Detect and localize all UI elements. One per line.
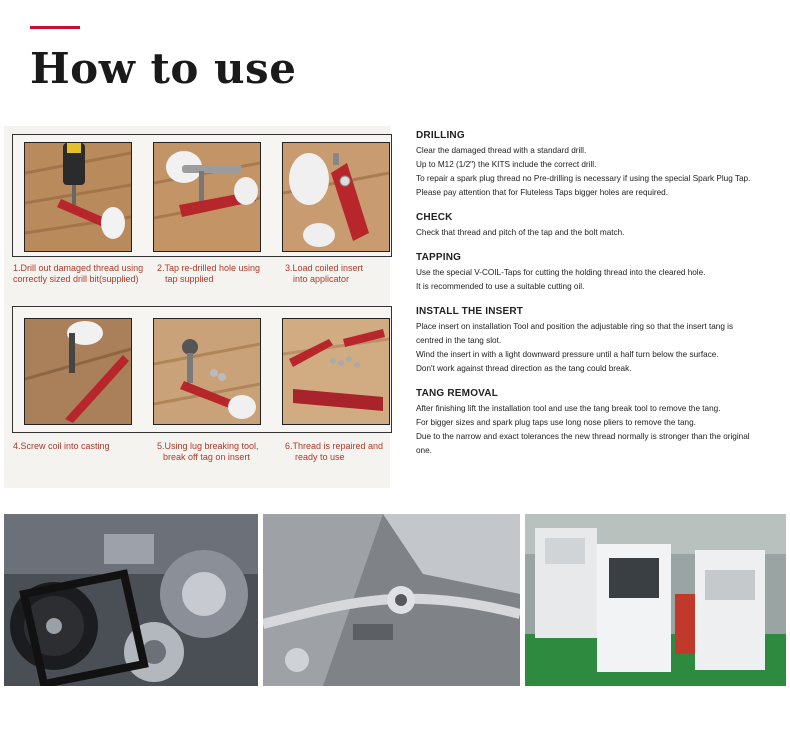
step-3-photo [282, 142, 390, 252]
section-heading: INSTALL THE INSERT [416, 306, 524, 317]
section-tapping: TAPPING Use the special V-COIL-Taps for cutting the holding thread into the cleared hole. It is recommended to use a suitable cutting oil. [416, 252, 786, 294]
section-tang-removal: TANG REMOVAL After finishing lift the installation tool and use the tang break tool to remove the tang. For bigger sizes and spark plug taps use long nose pliers to remove the tang. Due to the narrow and exact tolerances the new thread normally is stronger than the original one. [416, 388, 786, 458]
engine-closeup-photo [263, 514, 520, 686]
step-1-caption: 1.Drill out damaged thread using correctly sized drill bit(supplied) [13, 263, 144, 284]
step-3-caption: 3.Load coiled insert into applicator [285, 263, 364, 284]
engine-photo [4, 514, 258, 686]
section-heading: TANG REMOVAL [416, 388, 499, 399]
header-accent-bar [30, 26, 80, 29]
section-check: CHECK Check that thread and pitch of the tap and the bolt match. [416, 212, 786, 240]
step-4-photo [24, 318, 132, 425]
factory-machines-photo [525, 514, 786, 686]
step-4-caption: 4.Screw coil into casting [13, 441, 110, 451]
step-2-caption: 2.Tap re-drilled hole using tap supplied [157, 263, 261, 284]
section-heading: DRILLING [416, 130, 465, 141]
section-heading: TAPPING [416, 252, 462, 263]
section-drilling: DRILLING Clear the damaged thread with a standard drill. Up to M12 (1/2") the KITS include the correct drill. To repair a spark plug thread no Pre-drilling is necessary if using the special Spark Plug Tap. Please pay attention that for Fluteless Taps bigger holes are required. [416, 130, 786, 200]
step-6-caption: 6.Thread is repaired and ready to use [285, 441, 384, 462]
step-2-photo [153, 142, 261, 252]
step-6-photo [282, 318, 390, 425]
section-install-insert: INSTALL THE INSERT Place insert on installation Tool and position the adjustable ring so that the insert tang is centred in the tang slot. Wind the insert in with a light downward pressure until a half turn below the surface. Don't work against thread direction as the tang could break. [416, 306, 786, 376]
step-5-photo [153, 318, 261, 425]
instruction-diagram [4, 126, 390, 488]
step-5-caption: 5.Using lug breaking tool, break off tag on insert [157, 441, 259, 462]
page-title: How to use [30, 44, 297, 93]
section-heading: CHECK [416, 212, 453, 223]
instruction-text [416, 130, 786, 470]
steps-row-1 [12, 134, 392, 284]
step-1-photo [24, 142, 132, 252]
steps-row-2 [12, 306, 392, 462]
